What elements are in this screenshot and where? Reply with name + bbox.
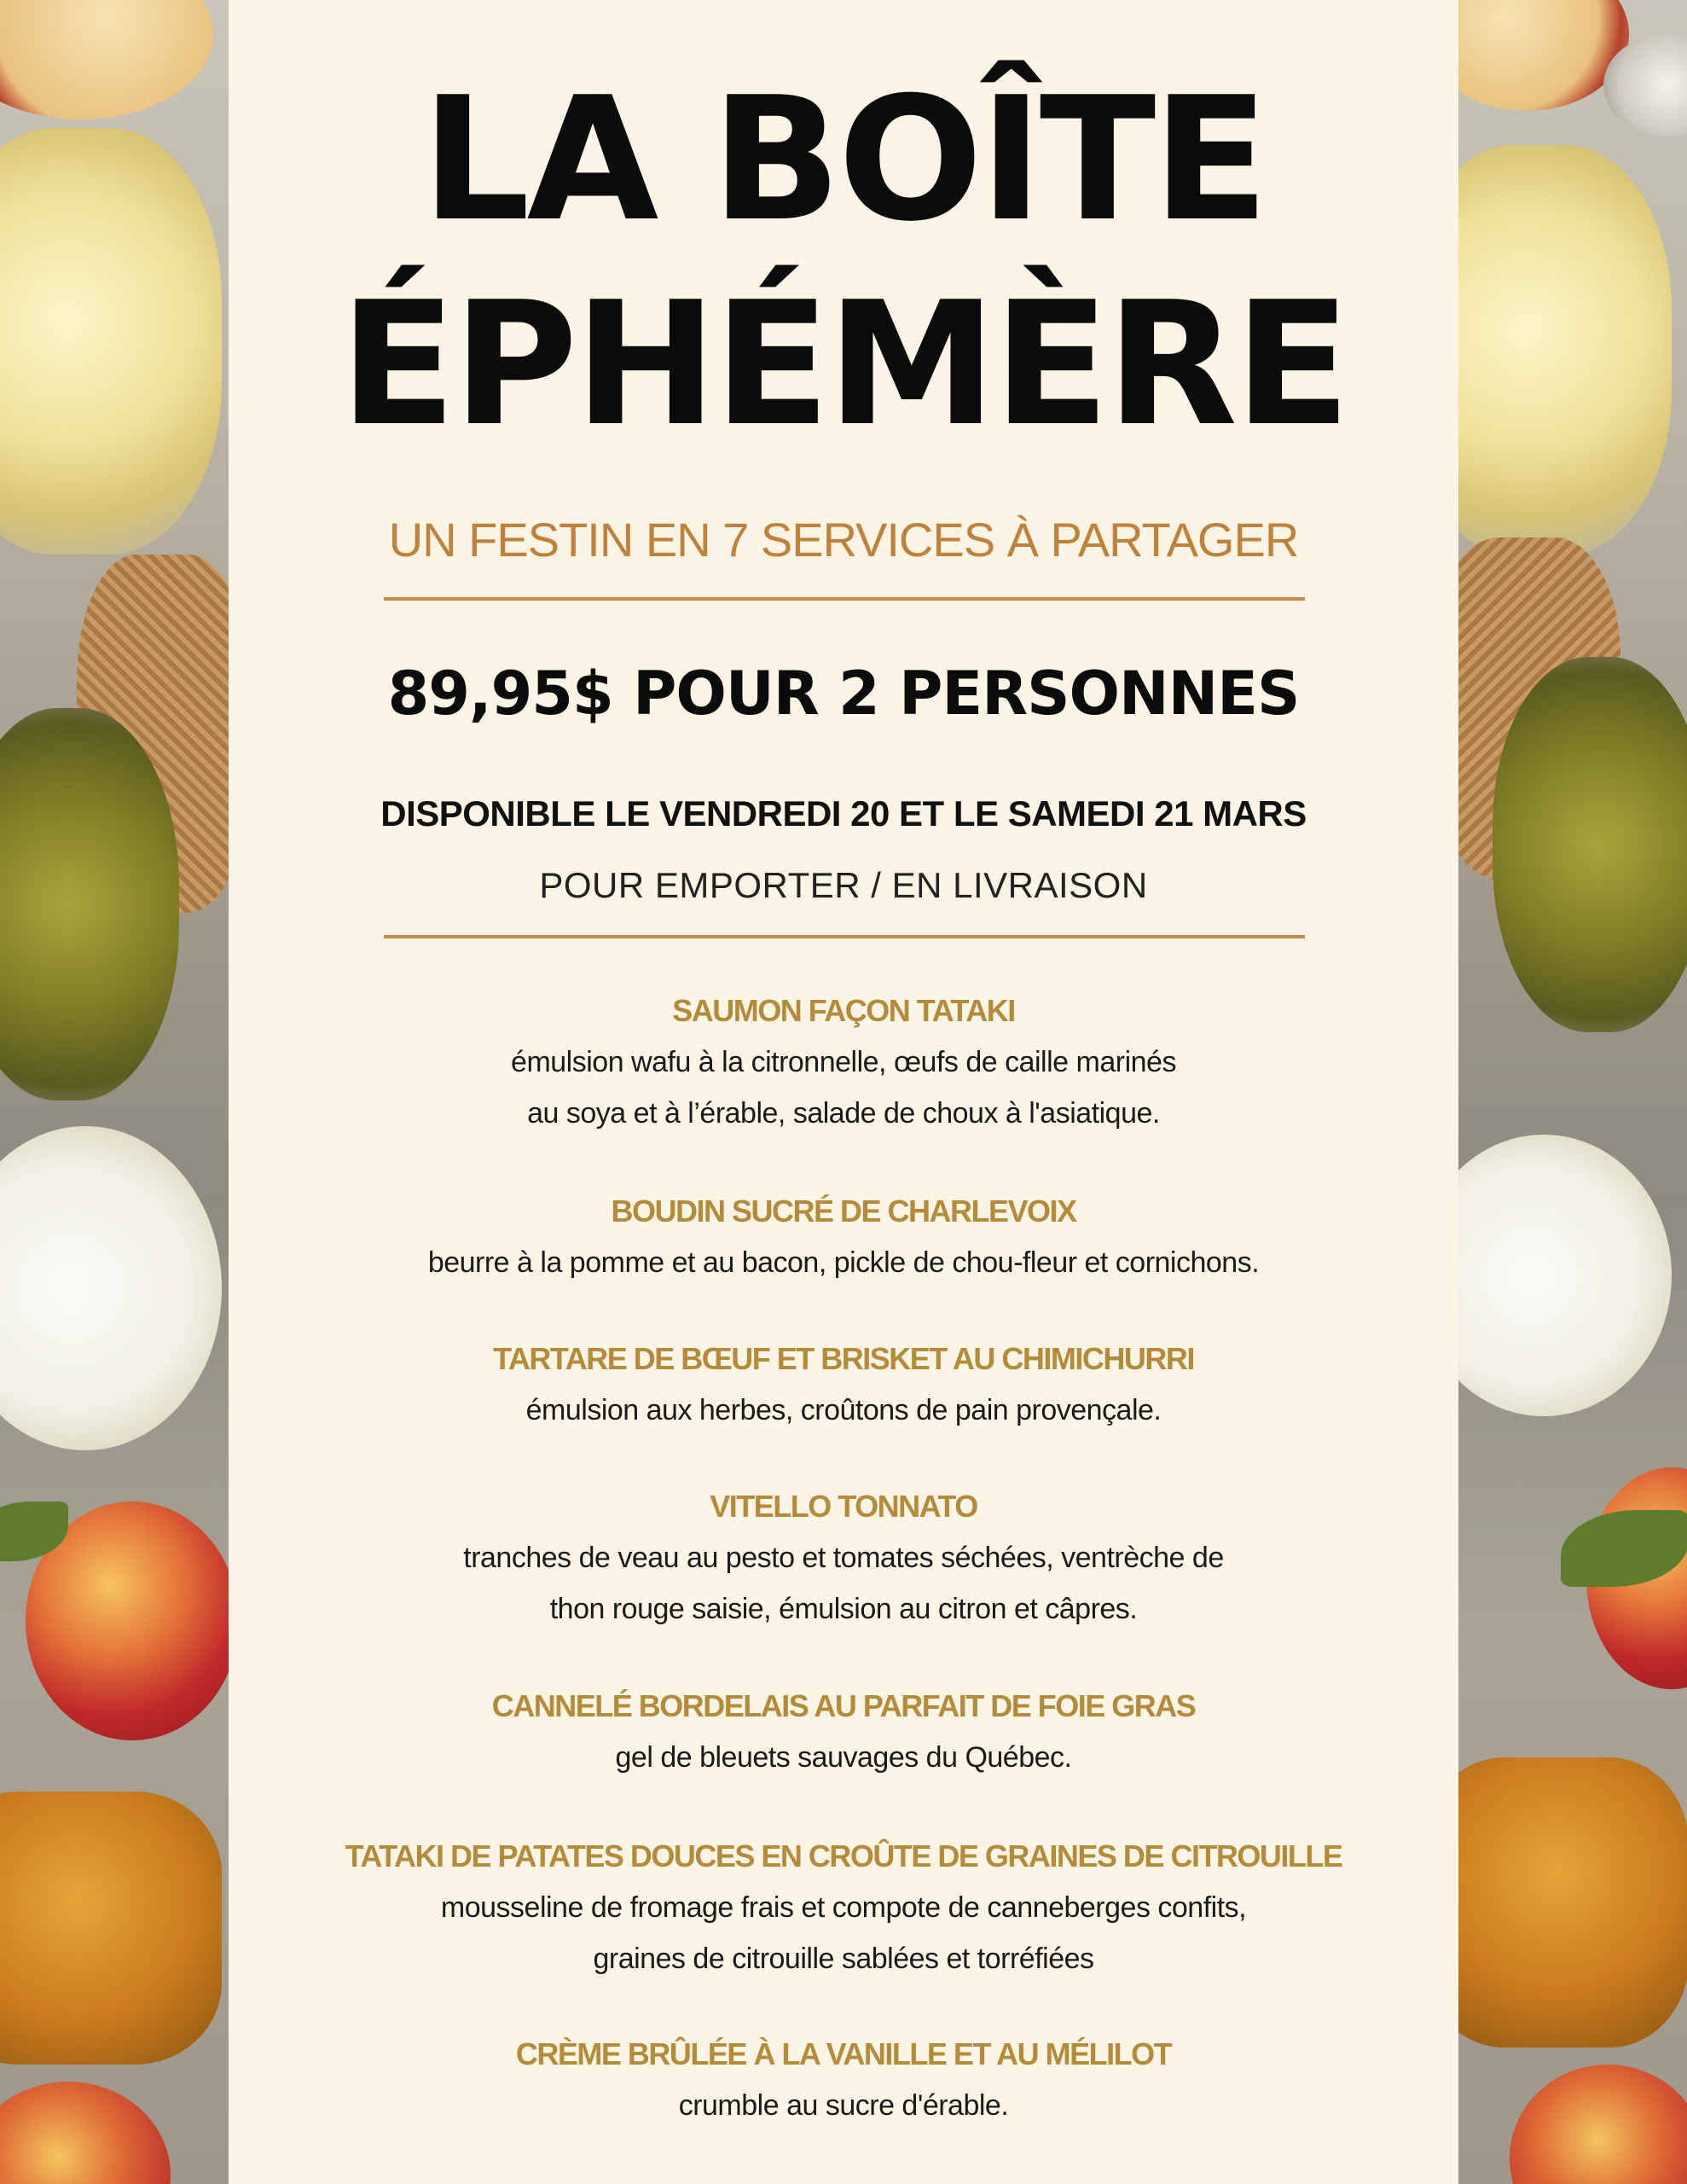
apple-bottom-image xyxy=(1510,2065,1687,2184)
sauerkraut-jar-image xyxy=(1458,145,1672,555)
milk-jar-image xyxy=(1458,1135,1672,1416)
course-description: crumble au sucre d'érable. xyxy=(678,2089,1009,2122)
pickle-jar-image xyxy=(0,708,179,1101)
apple-bottom-image xyxy=(0,2082,171,2184)
course-description: émulsion aux herbes, croûtons de pain provençale. xyxy=(525,1394,1162,1426)
price-heading: 89,95$ POUR 2 PERSONNES xyxy=(387,659,1300,729)
divider xyxy=(384,597,1305,601)
left-food-photo-strip xyxy=(0,0,229,2184)
course-description: beurre à la pomme et au bacon, pickle de chou-fleur et cornichons. xyxy=(427,1246,1260,1279)
right-food-photo-strip xyxy=(1458,0,1687,2184)
sauerkraut-jar-image xyxy=(0,128,222,555)
title-line-2: ÉPHÉMÈRE xyxy=(339,265,1348,464)
course-description: gel de bleuets sauvages du Québec. xyxy=(615,1741,1072,1774)
course-name: CRÈME BRÛLÉE À LA VANILLE ET AU MÉLILOT xyxy=(515,2036,1172,2071)
apple-slice-image xyxy=(1458,0,1629,111)
course-name: SAUMON FAÇON TATAKI xyxy=(672,993,1015,1028)
course-name: VITELLO TONNATO xyxy=(710,1489,977,1524)
course-name: TATAKI DE PATATES DOUCES EN CROÛTE DE GRAINES DE CITROUILLE xyxy=(345,1838,1342,1873)
subtitle: UN FESTIN EN 7 SERVICES À PARTAGER xyxy=(388,513,1299,566)
cider-bottle-image xyxy=(1458,1757,1687,2048)
course-name: TARTARE DE BŒUF ET BRISKET AU CHIMICHURRI xyxy=(493,1341,1194,1376)
course-name: CANNELÉ BORDELAIS AU PARFAIT DE FOIE GRAS xyxy=(491,1688,1196,1723)
pickle-jar-image xyxy=(1493,657,1687,1032)
course-description: graines de citrouille sablées et torréfiées xyxy=(593,1943,1094,1975)
availability-text: DISPONIBLE LE VENDREDI 20 ET LE SAMEDI 21 MARS xyxy=(380,793,1307,834)
milk-jar-image xyxy=(0,1126,222,1450)
delivery-text: POUR EMPORTER / EN LIVRAISON xyxy=(539,865,1148,905)
title-line-1: LA BOÎTE xyxy=(421,61,1266,259)
apple-slice-image xyxy=(0,0,213,119)
course-description: émulsion wafu à la citronnelle, œufs de caille marinés xyxy=(511,1046,1176,1078)
divider xyxy=(384,935,1305,938)
course-description: thon rouge saisie, émulsion au citron et câpres. xyxy=(549,1593,1138,1625)
course-name: BOUDIN SUCRÉ DE CHARLEVOIX xyxy=(611,1194,1076,1228)
course-description: mousseline de fromage frais et compote de canneberges confits, xyxy=(440,1891,1247,1924)
cider-bottle-image xyxy=(0,1792,222,2065)
course-description: au soya et à l’érable, salade de choux à l'asiatique. xyxy=(527,1097,1160,1130)
course-description: tranches de veau au pesto et tomates séchées, ventrèche de xyxy=(463,1542,1224,1574)
menu-panel xyxy=(229,0,1458,2184)
